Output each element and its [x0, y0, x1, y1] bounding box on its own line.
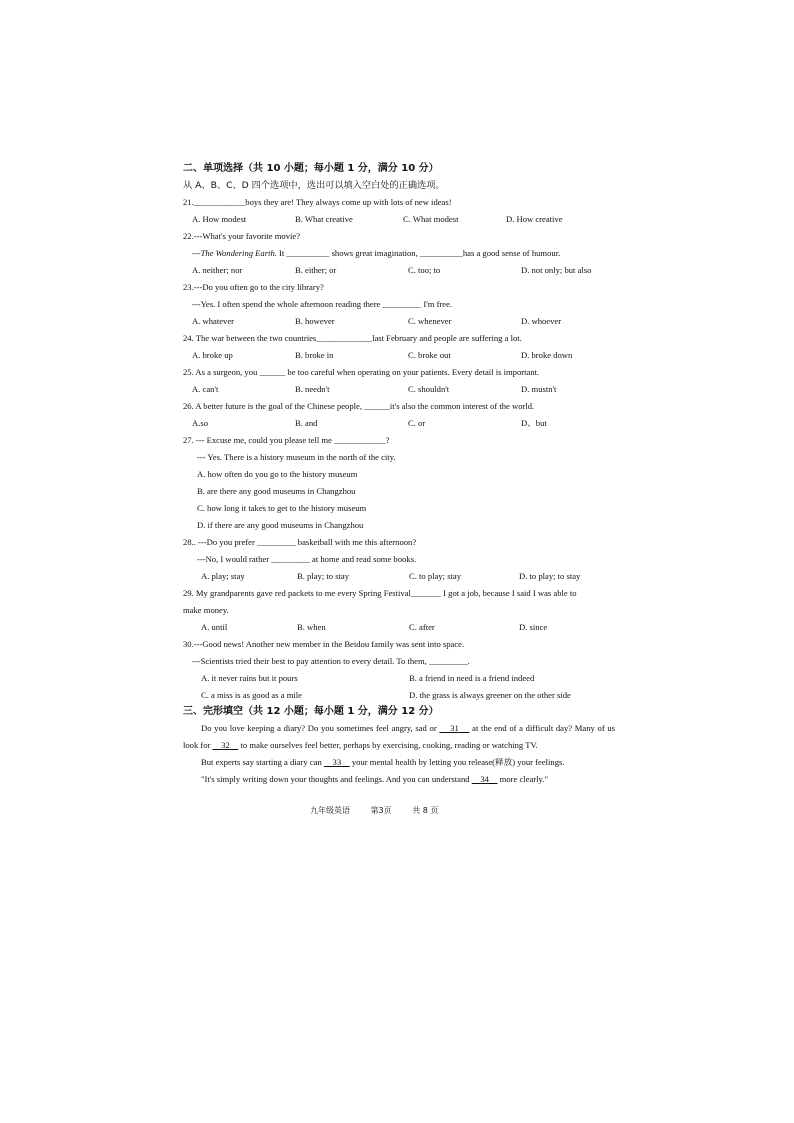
q23-options	[183, 313, 615, 330]
footer-page: 第3页	[370, 806, 392, 815]
q26-stem: 26. A better future is the goal of the Chinese people, ______it's also the common interest of the world.	[183, 401, 535, 411]
q27-stem: 27. --- Excuse me, could you please tell me ____________?	[183, 435, 390, 445]
q22-option-b[interactable]: B. either; or	[295, 265, 337, 275]
q28-option-c[interactable]: C. to play; stay	[409, 571, 462, 581]
section2-instruction: 从 A、B、C、D 四个选项中，选出可以填入空白处的正确选项。	[183, 180, 445, 191]
q27-option-a[interactable]: A. how often do you go to the history museum	[197, 469, 358, 479]
q29-option-d[interactable]: D. since	[519, 622, 548, 632]
blank-34-number: 34	[480, 774, 489, 784]
blank-31-number: 31	[450, 723, 459, 733]
q24-options	[183, 347, 615, 364]
footer-subject: 九年级英语	[310, 806, 350, 815]
q22-options	[183, 262, 615, 279]
blank-33-number: 33	[332, 757, 342, 767]
q21-option-b[interactable]: B. What creative	[295, 214, 353, 224]
q26-option-a[interactable]: A.so	[192, 418, 208, 428]
q24-option-c[interactable]: C. broke out	[408, 350, 451, 360]
q30-option-d[interactable]: D. the grass is always greener on the other side	[409, 690, 571, 700]
q26-options	[183, 415, 615, 432]
q23-option-c[interactable]: C. whenever	[408, 316, 452, 326]
cloze-paragraph-3	[183, 771, 615, 788]
q21-options	[183, 211, 615, 228]
q23-stem: 23.---Do you often go to the city library?	[183, 282, 324, 292]
page-footer	[310, 805, 456, 816]
q30-options-cd	[183, 687, 615, 704]
q23-option-b[interactable]: B. however	[295, 316, 335, 326]
q24-option-d[interactable]: D. broke down	[521, 350, 573, 360]
q22-stem: 22.---What's your favorite movie?	[183, 231, 301, 241]
q24-stem: 24. The war between the two countries_____________last February and people are suffering a lot.	[183, 333, 522, 343]
q26-option-b[interactable]: B. and	[295, 418, 318, 428]
blank-33[interactable]	[324, 757, 350, 767]
cloze-paragraph-1	[183, 720, 615, 754]
q28-stem: 28.. ---Do you prefer _________ basketball with me this afternoon?	[183, 537, 417, 547]
section3-title: 三、完形填空（共 12 小题；每小题 1 分，满分 12 分）	[183, 706, 439, 717]
q21-option-d[interactable]: D. How creative	[506, 214, 563, 224]
q23-option-a[interactable]: A. whatever	[192, 316, 234, 326]
q23-option-d[interactable]: D. whoever	[521, 316, 562, 326]
q22-option-c[interactable]: C. too; to	[408, 265, 441, 275]
q24-option-a[interactable]: A. broke up	[192, 350, 233, 360]
q25-option-c[interactable]: C. shouldn't	[408, 384, 450, 394]
blank-31[interactable]	[439, 723, 469, 733]
section2-title: 二、单项选择（共 10 小题；每小题 1 分，满分 10 分）	[183, 163, 439, 174]
q25-stem: 25. As a surgeon, you ______ be too careful when operating on your patients. Every detail is important.	[183, 367, 540, 377]
cloze-p1-text-c: to make ourselves feel better, perhaps by exercising, cooking, reading or watching TV.	[240, 740, 538, 750]
cloze-p3-text-b: more clearly."	[499, 774, 548, 784]
q30-stem: 30.---Good news! Another new member in the Beidou family was sent into space.	[183, 639, 465, 649]
q29-option-b[interactable]: B. when	[297, 622, 326, 632]
q21-stem: 21.____________boys they are! They always come up with lots of new ideas!	[183, 197, 452, 207]
cloze-p1-text-b: at the end of a difficult day? Many of us look for	[183, 723, 616, 750]
blank-34[interactable]	[472, 774, 498, 784]
q26-option-c[interactable]: C. or	[408, 418, 426, 428]
cloze-p2-text-b: your mental health by letting you release(释放) your feelings.	[351, 757, 565, 767]
q29-option-c[interactable]: C. after	[409, 622, 435, 632]
q27-line2: --- Yes. There is a history museum in the north of the city.	[197, 452, 396, 462]
q30-line2: ---Scientists tried their best to pay attention to every detail. To them, _________.	[192, 656, 470, 666]
q27-option-c[interactable]: C. how long it takes to get to the history museum	[197, 503, 367, 513]
cloze-paragraph-2	[183, 754, 615, 771]
q29-option-a[interactable]: A. until	[201, 622, 228, 632]
q25-option-a[interactable]: A. can't	[192, 384, 219, 394]
q22-option-a[interactable]: A. neither; nor	[192, 265, 243, 275]
q25-options	[183, 381, 615, 398]
q29-line2: make money.	[183, 605, 229, 615]
q24-option-b[interactable]: B. broke in	[295, 350, 334, 360]
q28-option-d[interactable]: D. to play; to stay	[519, 571, 581, 581]
q26-option-d[interactable]: D、but	[521, 418, 547, 428]
cloze-p2-text-a: But experts say starting a diary can	[201, 757, 322, 767]
blank-32-number: 32	[221, 740, 230, 750]
q28-line2: ---No, I would rather _________ at home and read some books.	[197, 554, 417, 564]
q21-option-c[interactable]: C. What modest	[403, 214, 459, 224]
q22-movie-title: The Wondering Earth.	[200, 248, 277, 258]
q25-option-d[interactable]: D. mustn't	[521, 384, 557, 394]
cloze-p1-text-a: Do you love keeping a diary? Do you sometimes feel angry, sad or	[201, 723, 437, 733]
q22-line2-prefix: ---	[192, 248, 201, 258]
q22-line2	[183, 245, 615, 262]
q30-options-ab	[183, 670, 615, 687]
q23-line2: ---Yes. I often spend the whole afternoon reading there _________ I'm free.	[192, 299, 453, 309]
q28-option-a[interactable]: A. play; stay	[201, 571, 245, 581]
q30-option-b[interactable]: B. a friend in need is a friend indeed	[409, 673, 535, 683]
q25-option-b[interactable]: B. needn't	[295, 384, 330, 394]
blank-32[interactable]	[213, 740, 239, 750]
q29-options	[183, 619, 615, 636]
cloze-p3-text-a: "It's simply writing down your thoughts and feelings. And you can understand	[201, 774, 470, 784]
q28-options	[183, 568, 615, 585]
exam-content	[183, 161, 615, 788]
q22-line2-rest: It __________ shows great imagination, __________has a good sense of humour.	[276, 248, 561, 258]
q27-option-d[interactable]: D. if there are any good museums in Changzhou	[197, 520, 364, 530]
q30-option-c[interactable]: C. a miss is as good as a mile	[201, 690, 302, 700]
footer-total: 共 8 页	[412, 806, 439, 815]
q22-option-d[interactable]: D. not only; but also	[521, 265, 592, 275]
q30-option-a[interactable]: A. it never rains but it pours	[201, 673, 298, 683]
q29-stem: 29. My grandparents gave red packets to me every Spring Festival_______ I got a job, because I said I was able to	[183, 588, 577, 598]
q27-option-b[interactable]: B. are there any good museums in Changzhou	[197, 486, 356, 496]
q28-option-b[interactable]: B. play; to stay	[297, 571, 350, 581]
q21-option-a[interactable]: A. How modest	[192, 214, 247, 224]
